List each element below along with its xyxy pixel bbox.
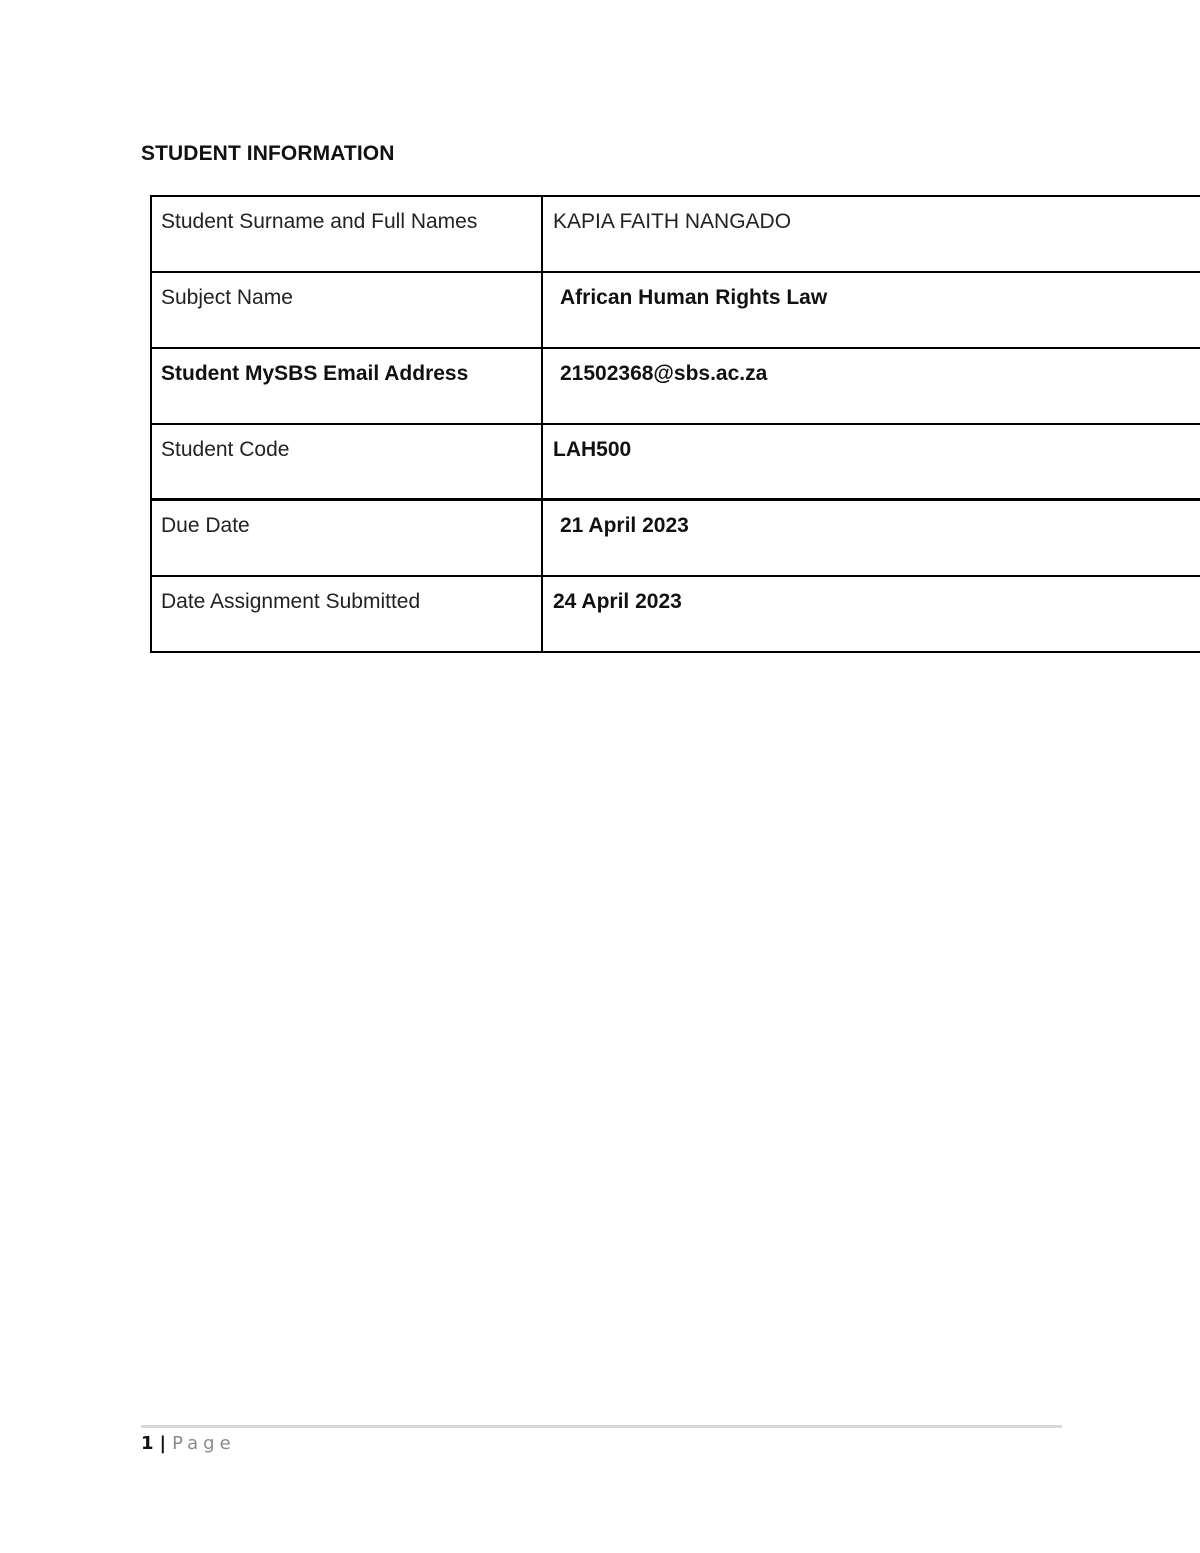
label-full-names: Student Surname and Full Names xyxy=(152,197,543,271)
label-subject-name: Subject Name xyxy=(152,273,543,347)
table-row-date-submitted xyxy=(152,577,1200,653)
table-row-subject-name xyxy=(152,273,1200,349)
table-row-full-names xyxy=(152,197,1200,273)
page-footer xyxy=(141,1432,236,1456)
label-email: Student MySBS Email Address xyxy=(152,349,543,423)
label-due-date: Due Date xyxy=(152,501,543,575)
value-email: 21502368@sbs.ac.za xyxy=(560,362,768,385)
page-title: STUDENT INFORMATION xyxy=(141,142,395,165)
value-subject-name: African Human Rights Law xyxy=(560,286,828,309)
value-student-code: LAH500 xyxy=(553,438,632,461)
table-row-student-code xyxy=(152,425,1200,501)
label-date-submitted: Date Assignment Submitted xyxy=(152,577,543,651)
value-full-names: KAPIA FAITH NANGADO xyxy=(553,210,792,233)
page-number: 1 xyxy=(141,1433,154,1454)
value-due-date: 21 April 2023 xyxy=(560,514,689,537)
footer-separator: | xyxy=(159,1433,167,1454)
table-row-due-date xyxy=(152,501,1200,577)
label-student-code: Student Code xyxy=(152,425,543,498)
footer-divider xyxy=(141,1425,1062,1428)
table-row-email xyxy=(152,349,1200,425)
student-info-table xyxy=(150,195,1200,653)
value-date-submitted: 24 April 2023 xyxy=(553,590,682,613)
page-label: Page xyxy=(172,1433,236,1454)
